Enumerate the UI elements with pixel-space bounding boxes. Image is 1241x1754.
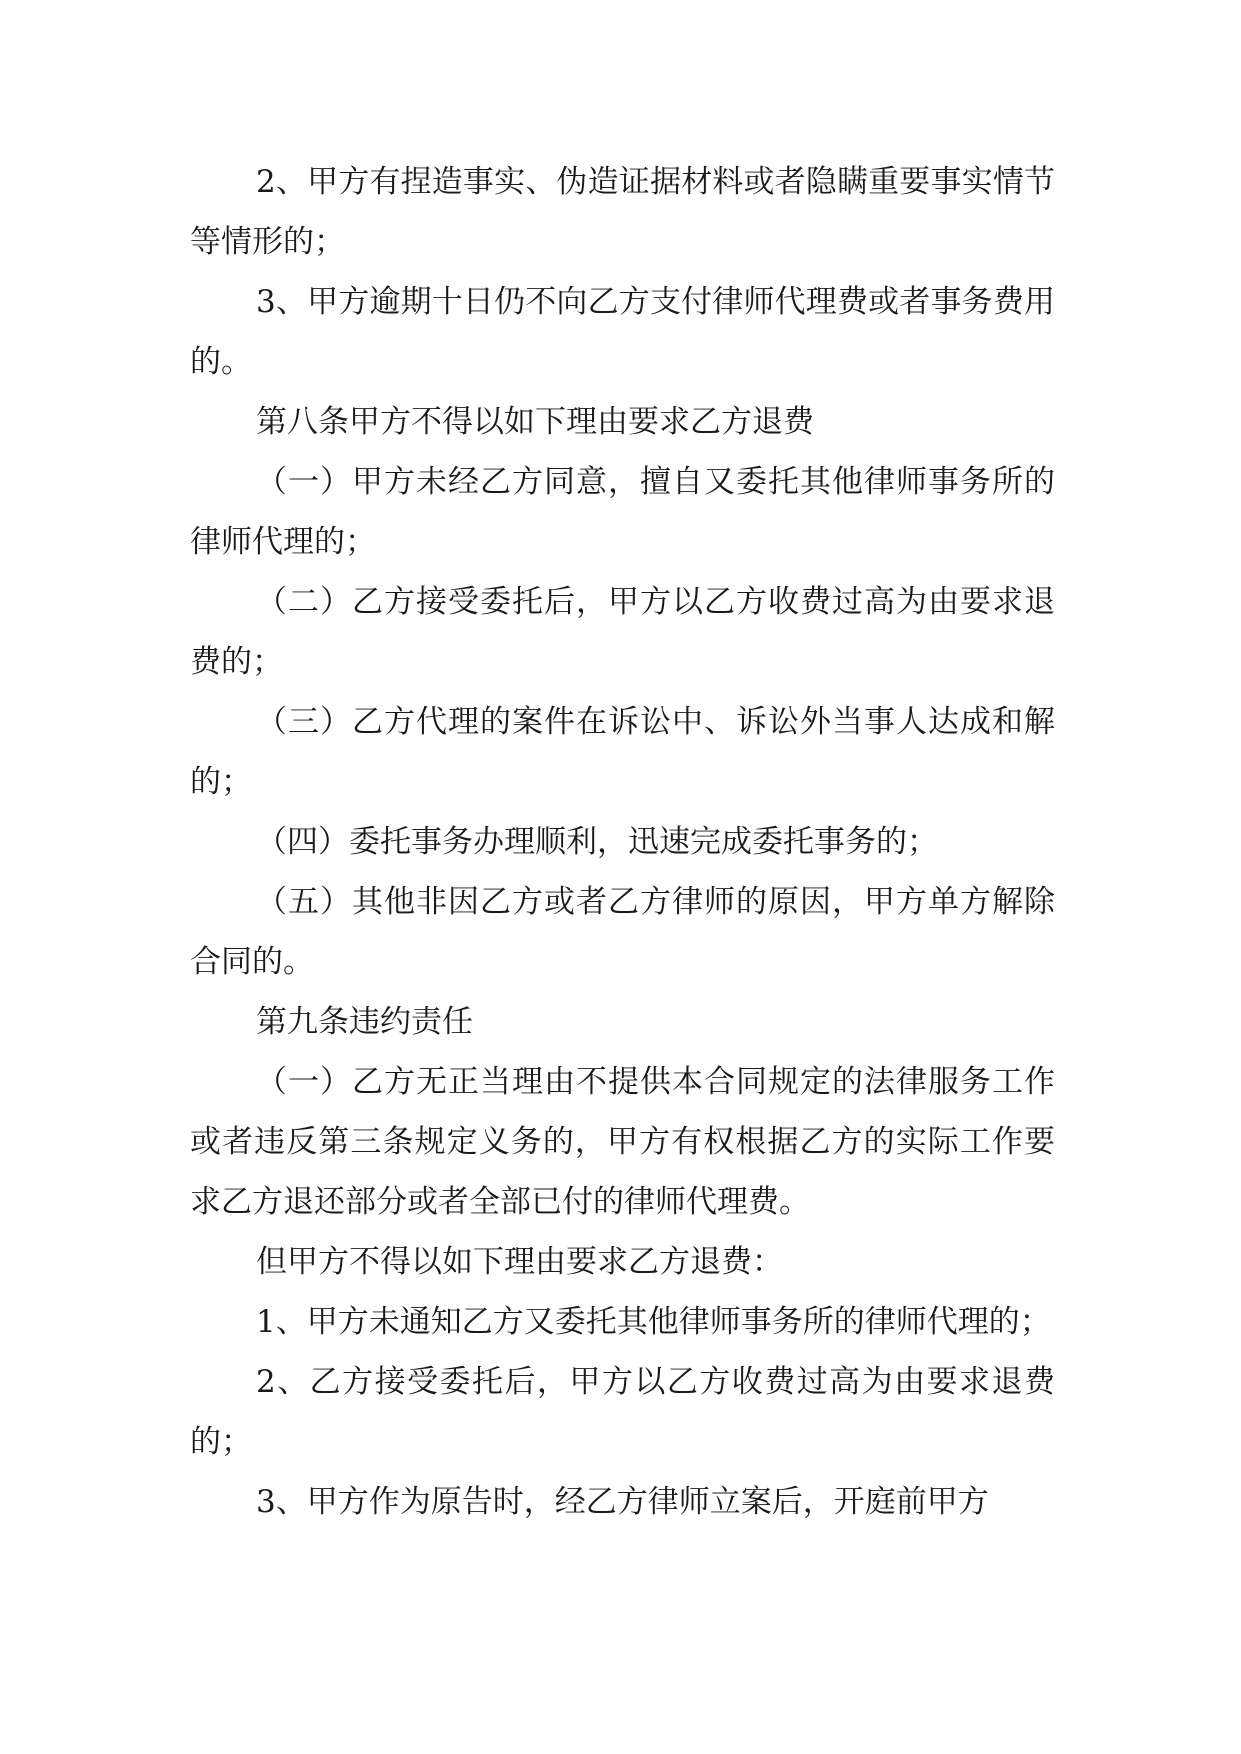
paragraph: 1、甲方未通知乙方又委托其他律师事务所的律师代理的； [256, 1304, 1051, 1340]
document-page [190, 152, 1055, 1532]
paragraph: 2、乙方接受委托后，甲方以乙方收费过高为由要求退费的； [190, 1364, 1055, 1460]
article-heading: 第九条违约责任 [256, 1004, 473, 1040]
paragraph: 3、甲方作为原告时，经乙方律师立案后，开庭前甲方 [256, 1484, 989, 1520]
paragraph: 3、甲方逾期十日仍不向乙方支付律师代理费或者事务费用的。 [190, 284, 1055, 380]
paragraph: （三）乙方代理的案件在诉讼中、诉讼外当事人达成和解的； [190, 704, 1055, 800]
paragraph: （二）乙方接受委托后，甲方以乙方收费过高为由要求退费的； [190, 584, 1055, 680]
paragraph: （五）其他非因乙方或者乙方律师的原因，甲方单方解除合同的。 [190, 884, 1055, 980]
article-heading: 第八条甲方不得以如下理由要求乙方退费 [256, 404, 814, 440]
paragraph: （四）委托事务办理顺利，迅速完成委托事务的； [256, 824, 938, 860]
paragraph: （一）甲方未经乙方同意，擅自又委托其他律师事务所的律师代理的； [190, 464, 1055, 560]
paragraph: （一）乙方无正当理由不提供本合同规定的法律服务工作或者违反第三条规定义务的，甲方有权根据乙方的实际工作要求乙方退还部分或者全部已付的律师代理费。 [190, 1064, 1055, 1220]
paragraph: 但甲方不得以如下理由要求乙方退费： [256, 1244, 783, 1280]
paragraph: 2、甲方有捏造事实、伪造证据材料或者隐瞒重要事实情节等情形的； [190, 164, 1055, 260]
